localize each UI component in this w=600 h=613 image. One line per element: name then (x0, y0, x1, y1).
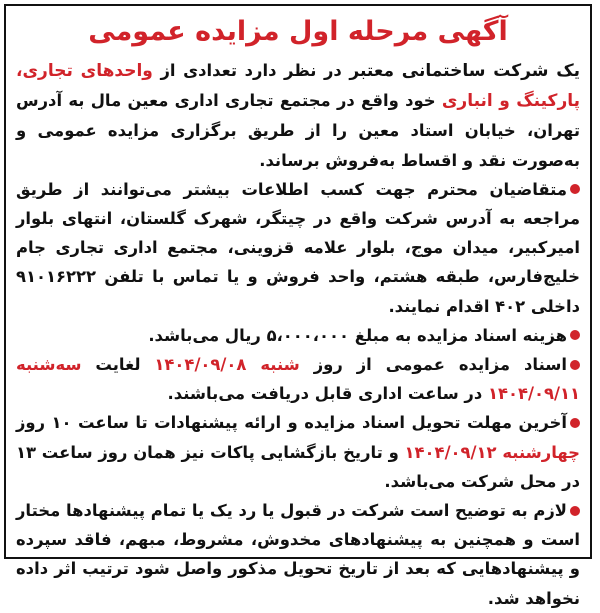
red-circle-bullet-icon (570, 360, 580, 370)
intro-text-2: خود واقع در مجتمع تجاری اداری معین مال به آدرس تهران، خیابان استاد معین را از طریق برگزاری مزایده عمومی و به‌صورت نقد و اقساط به‌فروش برساند. (16, 91, 580, 170)
note-paragraph (16, 496, 580, 613)
docs-text-2: لغایت (81, 355, 155, 375)
units-highlight: واحدهای تجاری، پارکینگ و انباری (16, 61, 580, 112)
company-name: یک شرکت ساختمانی معتبر (349, 61, 580, 81)
deadline-text-1: آخرین مهلت تحویل اسناد مزایده و ارائه پیشنهادات تا ساعت ۱۰ روز (16, 413, 567, 433)
red-circle-bullet-icon (570, 418, 580, 428)
contact-paragraph (16, 175, 580, 321)
docs-text-3: در ساعت اداری قابل دریافت می‌باشند. (167, 384, 488, 404)
red-circle-bullet-icon (570, 184, 580, 194)
docs-end-date: سه‌شنبه ۱۴۰۴/۰۹/۱۱ (16, 355, 580, 404)
red-circle-bullet-icon (570, 330, 580, 340)
red-circle-bullet-icon (570, 506, 580, 516)
deadline-text-2: و تاریخ بازگشایی پاکات نیز همان روز ساعت ۱۳ در محل شرکت می‌باشد. (16, 442, 580, 491)
intro-text-1: در نظر دارد تعدادی از (152, 61, 350, 80)
deadline-date: چهارشنبه ۱۴۰۴/۰۹/۱۲ (404, 442, 580, 462)
note-text: لازم به توضیح است شرکت در قبول یا رد یک یا تمام پیشنهادها مختار است و همچنین به پیشنهادهای مخدوش، مشروط، مبهم، فاقد سپرده و پیشنهادهایی که بعد از تاریخ تحویل مذکور واصل شود ترتیب اثر داده نخواهد شد. (16, 501, 580, 608)
docs-paragraph (16, 350, 580, 408)
docs-start-date: شنبه ۱۴۰۴/۰۹/۰۸ (154, 355, 300, 375)
notice-content (16, 12, 580, 613)
notice-title: آگهی مرحله اول مزایده عمومی (88, 16, 508, 47)
fee-text: هزینه اسناد مزایده به مبلغ ۵،۰۰۰،۰۰۰ ریال می‌باشد. (148, 325, 567, 345)
fee-paragraph (16, 321, 580, 350)
deadline-paragraph (16, 408, 580, 496)
notice-frame (4, 4, 592, 608)
intro-paragraph (16, 56, 580, 175)
contact-text: متقاضیان محترم جهت کسب اطلاعات بیشتر می‌توانند از طریق مراجعه به آدرس شرکت واقع در چیتگر، شهرک گلستان، انتهای بلوار امیرکبیر، میدان موج، بلوار علامه قزوینی، مجتمع اداری تجاری جام خلیج‌فارس، طبقه هشتم، واحد فروش و یا تماس با تلفن ۹۱۰۱۶۲۲۲ داخلی ۴۰۲ اقدام نمایند. (16, 179, 580, 316)
docs-text-1: اسناد مزایده عمومی از روز (299, 355, 567, 375)
